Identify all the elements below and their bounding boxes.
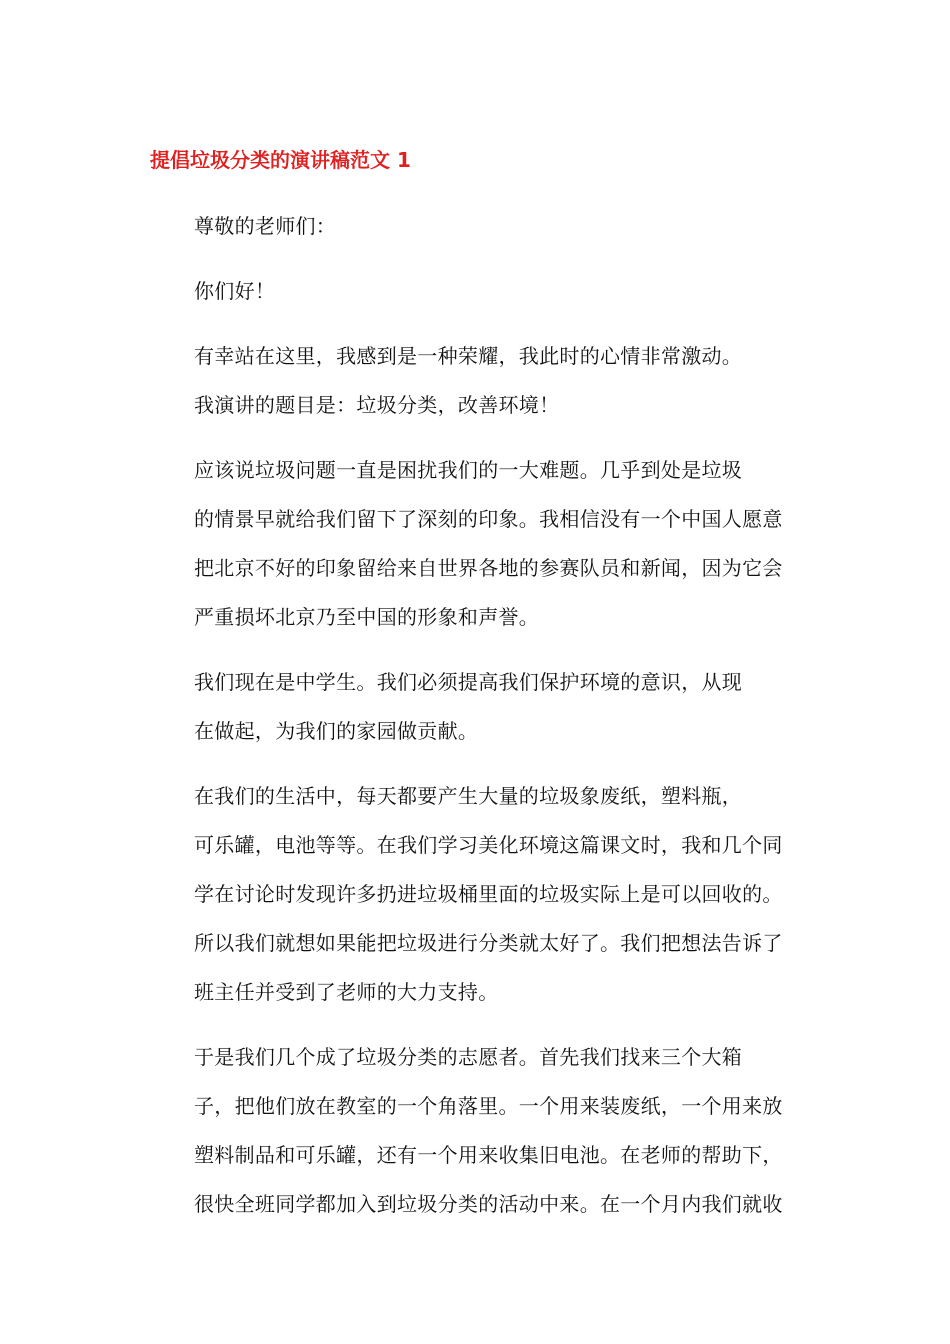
paragraph-problem: [144, 446, 804, 642]
paragraph-line: 于是我们几个成了垃圾分类的志愿者。首先我们找来三个大箱: [194, 1045, 743, 1069]
paragraph-line: 班主任并受到了老师的大力支持。: [194, 980, 499, 1004]
paragraph-line: 严重损坏北京乃至中国的形象和声誉。: [194, 605, 540, 629]
paragraph-line: 可乐罐，电池等等。在我们学习美化环境这篇课文时，我和几个同: [194, 833, 783, 857]
paragraph-line: 的情景早就给我们留下了深刻的印象。我相信没有一个中国人愿意: [194, 507, 783, 531]
paragraph-volunteers: [144, 1033, 804, 1229]
paragraph-line: 我演讲的题目是：垃圾分类，改善环境！: [194, 393, 560, 417]
paragraph-line: 你们好！: [194, 279, 276, 303]
paragraph-line: 有幸站在这里，我感到是一种荣耀，我此时的心情非常激动。: [194, 344, 743, 368]
paragraph-hello: [144, 267, 804, 316]
paragraph-line: 尊敬的老师们：: [194, 214, 337, 238]
paragraph-line: 应该说垃圾问题一直是困扰我们的一大难题。几乎到处是垃圾: [194, 458, 743, 482]
paragraph-line: 我们现在是中学生。我们必须提高我们保护环境的意识，从现: [194, 670, 743, 694]
paragraph-line: 塑料制品和可乐罐，还有一个用来收集旧电池。在老师的帮助下，: [194, 1143, 783, 1167]
paragraph-intro: [144, 332, 804, 430]
paragraph-line: 把北京不好的印象留给来自世界各地的参赛队员和新闻，因为它会: [194, 556, 783, 580]
document-body: [144, 202, 804, 1245]
paragraph-line: 在我们的生活中，每天都要产生大量的垃圾象废纸，塑料瓶，: [194, 784, 743, 808]
paragraph-line: 学在讨论时发现许多扔进垃圾桶里面的垃圾实际上是可以回收的。: [194, 882, 783, 906]
paragraph-daily-life: [144, 772, 804, 1017]
paragraph-line: 所以我们就想如果能把垃圾进行分类就太好了。我们把想法告诉了: [194, 931, 783, 955]
paragraph-students: [144, 658, 804, 756]
document-title: 提倡垃圾分类的演讲稿范文 1: [150, 148, 411, 172]
paragraph-greeting: [144, 202, 804, 251]
paragraph-line: 在做起，为我们的家园做贡献。: [194, 719, 479, 743]
paragraph-line: 子，把他们放在教室的一个角落里。一个用来装废纸，一个用来放: [194, 1094, 783, 1118]
paragraph-line: 很快全班同学都加入到垃圾分类的活动中来。在一个月内我们就收: [194, 1192, 783, 1216]
